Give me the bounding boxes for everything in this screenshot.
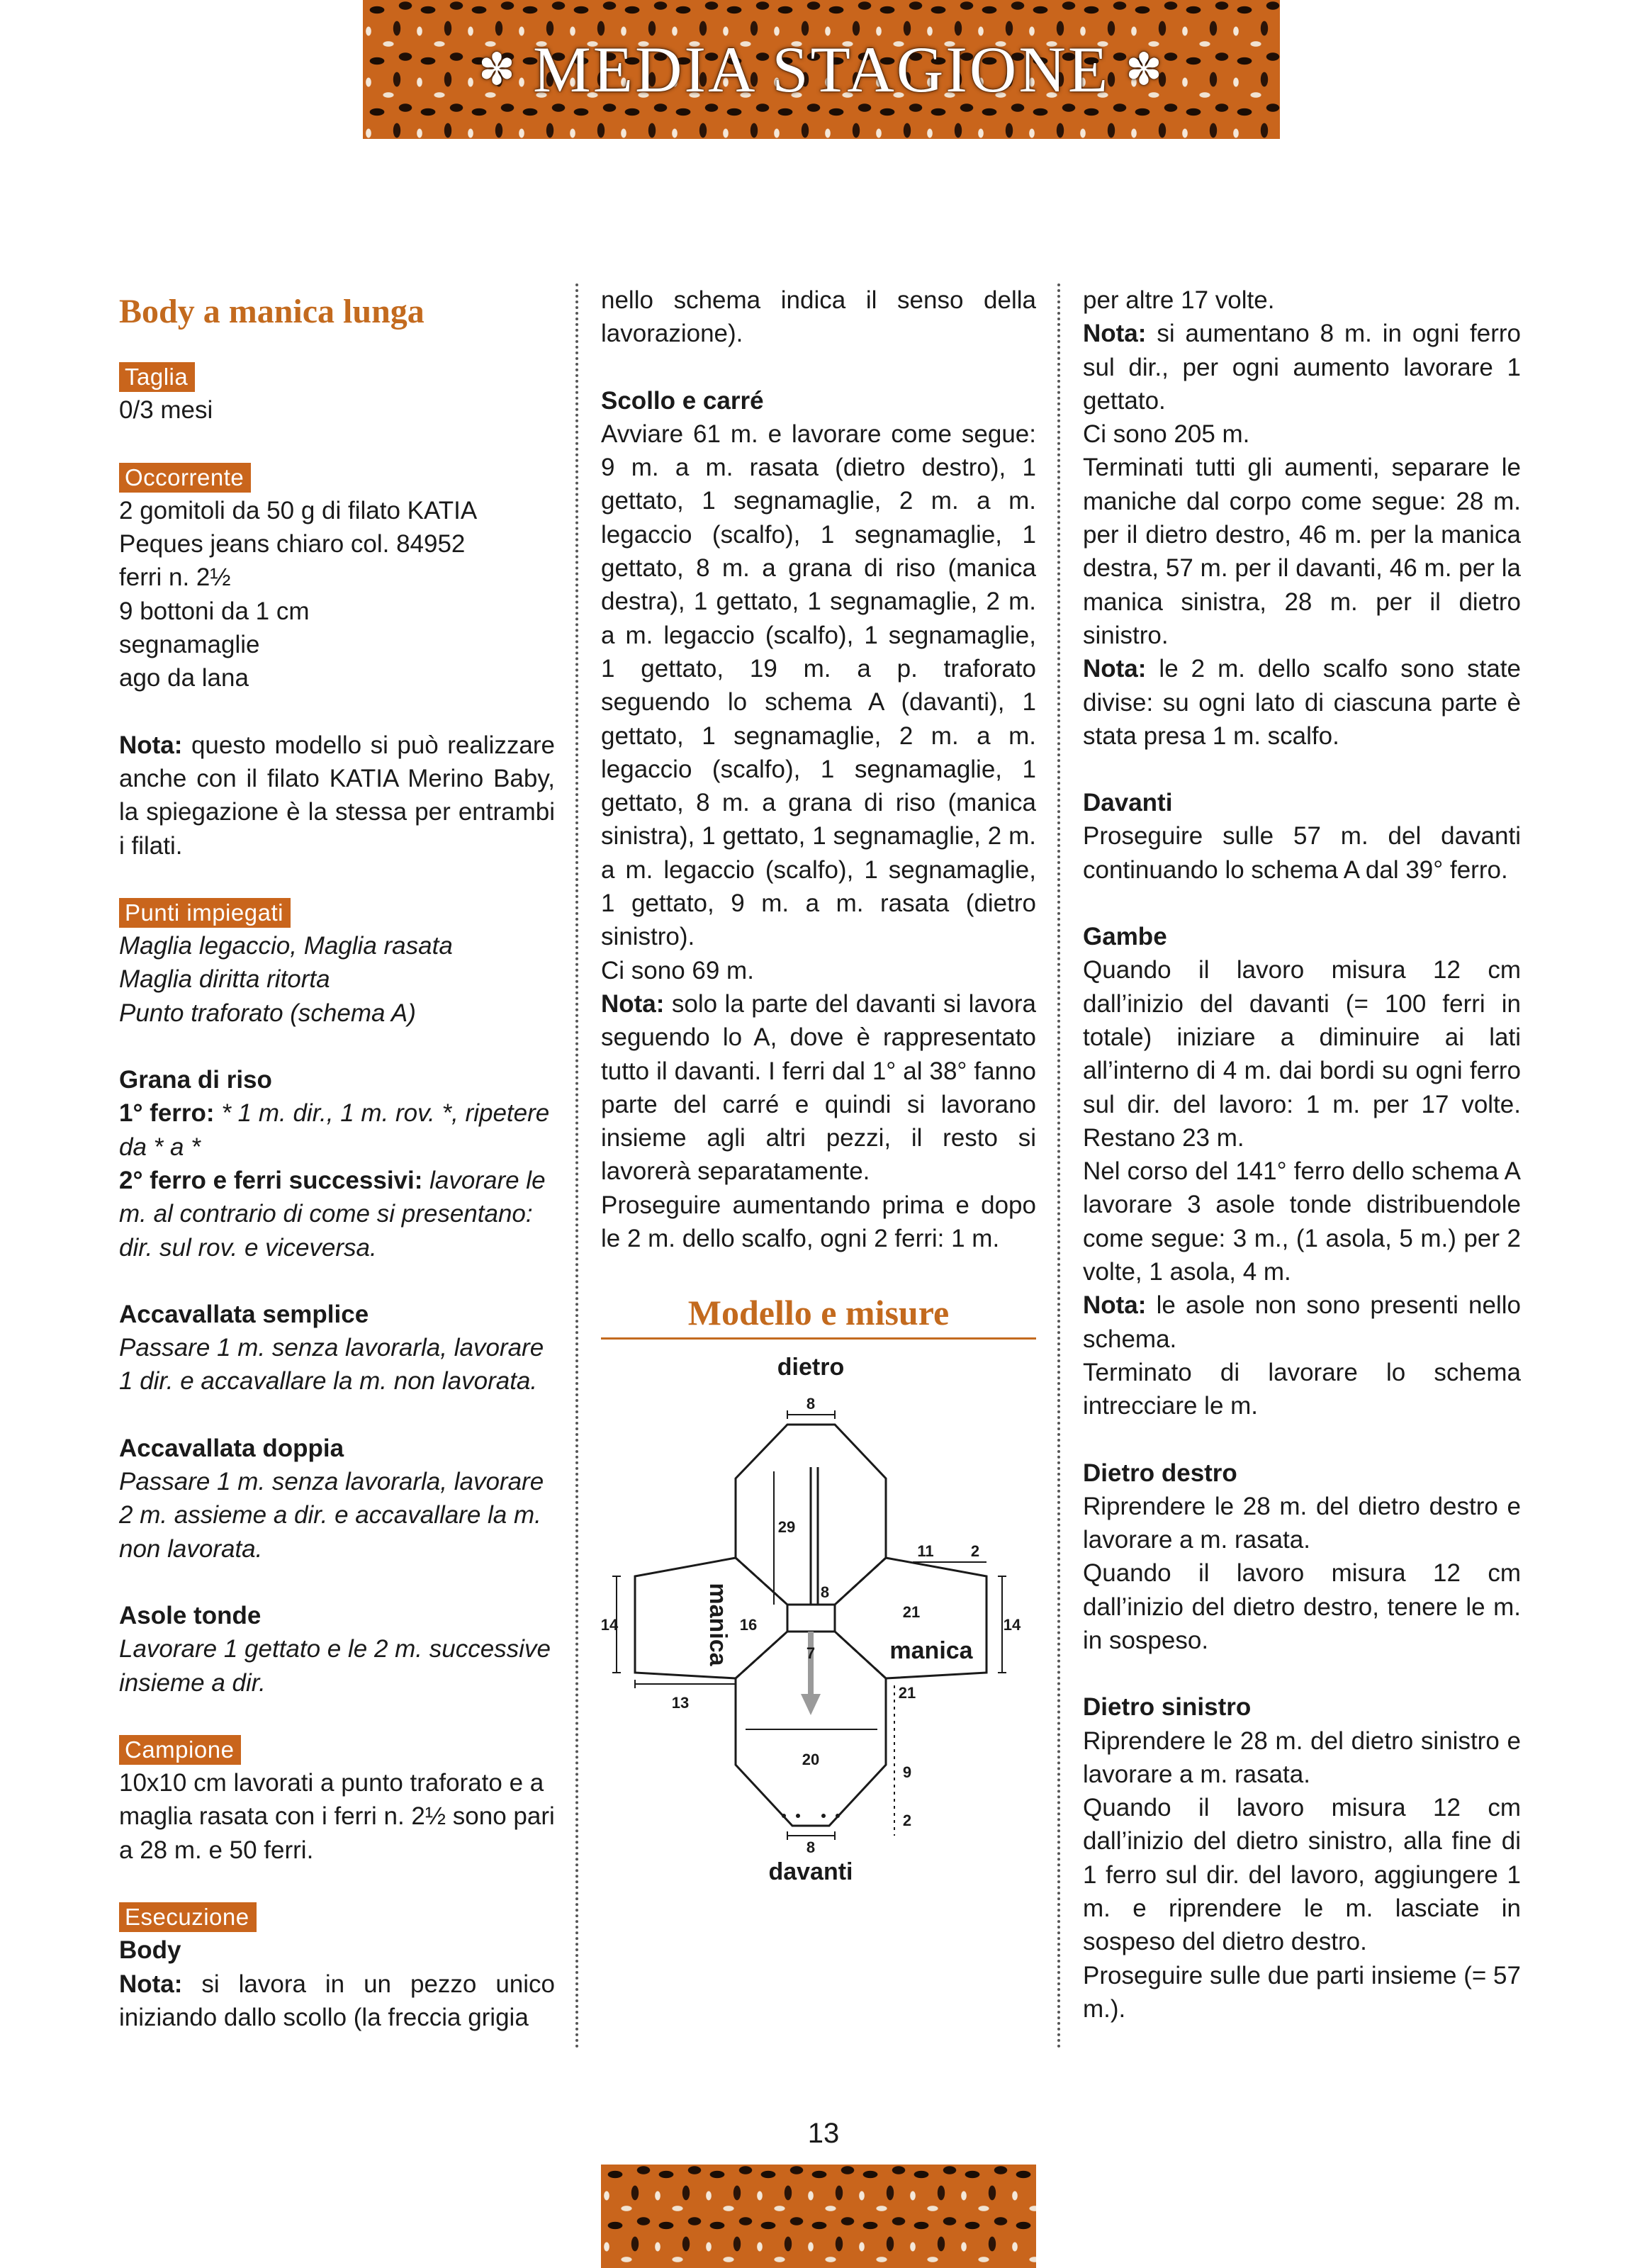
scollo-text: Avviare 61 m. e lavorare come segue: 9 m. a m. rasata (dietro destro), 1 gettato, 1 segnamaglie, 2 m. a m. legaccio (scalfo), 1 segnamaglie, 1 gettato, 8 m. a grana di riso (manica destra), 1 gettato, 1 segnamaglie, 2 m. a m. legaccio (scalfo), 1 segnamaglie, 1 gettato, 19 m. a p. traforato seguendo lo schema A (davanti), 1 gettato, 1 segnamaglie, 2 m. a m. legaccio (scalfo), 1 segnamaglie, 1 gettato, 8 m. a grana di riso (manica sinistra), 1 gettato, 1 segnamaglie, 2 m. a m. legaccio (scalfo), 1 segnamaglie, 1 gettato, 9 m. a m. rasata (dietro sinistro). bbox=[601, 420, 1036, 951]
measure-label: 8 bbox=[806, 1394, 816, 1413]
footer-band bbox=[601, 2165, 1036, 2268]
measure-label: 16 bbox=[739, 1615, 758, 1634]
measure-label: 21 bbox=[898, 1683, 916, 1702]
dietro-destro-title: Dietro destro bbox=[1083, 1459, 1237, 1487]
ci-sono-text: Ci sono 205 m. bbox=[1083, 420, 1250, 449]
proseguire-text: Proseguire aumentando prima e dopo le 2 m. dello scalfo, ogni 2 ferri: 1 m. bbox=[601, 1191, 1036, 1253]
dietro-sinistro-title: Dietro sinistro bbox=[1083, 1693, 1252, 1722]
nota-paragraph: Nota: si aumentano 8 m. in ogni ferro sul dir., per ogni aumento lavorare 1 gettato. bbox=[1083, 320, 1521, 415]
measure-label: 9 bbox=[902, 1763, 912, 1781]
nota-paragraph: Nota: le 2 m. dello scalfo sono state divise: su ogni lato di ciascuna parte è stata presa 1 m. scalfo. bbox=[1083, 655, 1521, 750]
ci-sono-text: Ci sono 69 m. bbox=[601, 956, 754, 984]
occorrente-line: ferri n. 2½ bbox=[119, 563, 231, 592]
placket-line bbox=[811, 1467, 818, 1605]
taglia-value: 0/3 mesi bbox=[119, 396, 213, 425]
grana-ferro-2: 2° ferro e ferri successivi: lavorare le m. al contrario di come si presentano: dir. sul rov. e viceversa. bbox=[119, 1166, 546, 1262]
campione-text: 10x10 cm lavorati a punto traforato e a maglia rasata con i ferri n. 2½ sono pari a 28 m. e 50 ferri. bbox=[119, 1769, 555, 1864]
punti-line: Maglia diritta ritorta bbox=[119, 965, 330, 994]
body-title: Body bbox=[119, 1936, 181, 1965]
column-divider bbox=[1057, 284, 1060, 2050]
asole-text: Nel corso del 141° ferro dello schema A lavorare 3 asole tonde distribuendole come segue: 3 m., (1 asola, 5 m.) per 2 volte, 1 asola, 4 m. bbox=[1083, 1157, 1521, 1286]
body-nota: Nota: si lavora in un pezzo unico iniziando dallo scollo (la freccia grigia bbox=[119, 1970, 555, 2031]
measure-label: 2 bbox=[902, 1811, 912, 1829]
davanti-text: Proseguire sulle 57 m. del davanti continuando lo schema A dal 39° ferro. bbox=[1083, 822, 1521, 884]
asole-text: Lavorare 1 gettato e le 2 m. successive insieme a dir. bbox=[119, 1635, 551, 1697]
separare-text: Terminati tutti gli aumenti, separare le maniche dal corpo come segue: 28 m. per il dietro destro, 46 m. per la manica destra, 57 m. per il davanti, 46 m. per la manica sinistra, 28 m. per il dietro sinistro. bbox=[1083, 454, 1521, 649]
occorrente-line: 2 gomitoli da 50 g di filato KATIA bbox=[119, 496, 478, 524]
occorrente-line: 9 bottoni da 1 cm bbox=[119, 597, 310, 625]
diagram-title: Modello e misure bbox=[601, 1296, 1036, 1339]
pattern-title: Body a manica lunga bbox=[119, 293, 425, 330]
measure-label: 29 bbox=[777, 1517, 796, 1536]
davanti-title: Davanti bbox=[1083, 789, 1173, 817]
section-title-text: MEDIA STAGIONE bbox=[532, 33, 1111, 106]
measure-label: 14 bbox=[601, 1615, 619, 1634]
button-dot bbox=[782, 1814, 786, 1818]
accavallata-semplice-title: Accavallata semplice bbox=[119, 1300, 369, 1328]
scollo-title: Scollo e carré bbox=[601, 386, 764, 415]
button-dot bbox=[836, 1814, 840, 1818]
measure-label: 14 bbox=[1003, 1615, 1021, 1634]
grana-ferro-1: 1° ferro: * 1 m. dir., 1 m. rov. *, ripetere da * a * bbox=[119, 1099, 550, 1161]
label-davanti: davanti bbox=[768, 1858, 853, 1885]
dietro-sinistro-text: Quando il lavoro misura 12 cm dall’inizio del dietro sinistro, alla fine di 1 ferro sul dir. del lavoro, aggiungere 1 m. e riprendere le m. lasciate in sospeso del dietro destro. bbox=[1083, 1794, 1521, 1956]
grana-title: Grana di riso bbox=[119, 1066, 272, 1094]
measure-label: 8 bbox=[820, 1583, 830, 1601]
measure-label: 7 bbox=[806, 1644, 816, 1662]
section-tag-punti: Punti impiegati bbox=[119, 898, 291, 928]
column-3 bbox=[1083, 284, 1521, 2026]
accavallata-semplice-text: Passare 1 m. senza lavorarla, lavorare 1 dir. e accavallare la m. non lavorata. bbox=[119, 1334, 544, 1396]
terminato-text: Terminato di lavorare lo schema intrecciare le m. bbox=[1083, 1358, 1521, 1420]
measure-label: 21 bbox=[902, 1602, 921, 1621]
nota-paragraph: Nota: le asole non sono presenti nello schema. bbox=[1083, 1291, 1521, 1353]
measure-label: 8 bbox=[806, 1838, 816, 1856]
section-tag-esecuzione: Esecuzione bbox=[119, 1902, 257, 1932]
punti-line: Maglia legaccio, Maglia rasata bbox=[119, 932, 453, 960]
button-dot bbox=[821, 1814, 826, 1818]
section-tag-occorrente: Occorrente bbox=[119, 463, 251, 493]
neck-rectangle bbox=[787, 1605, 835, 1632]
measure-lines bbox=[612, 1410, 1006, 1840]
label-dietro: dietro bbox=[777, 1353, 845, 1381]
gambe-title: Gambe bbox=[1083, 923, 1167, 951]
label-manica-right: manica bbox=[889, 1637, 973, 1664]
dietro-destro-text: Quando il lavoro misura 12 cm dall’inizio del dietro destro, tenere le m. in sospeso. bbox=[1083, 1559, 1521, 1654]
column-2 bbox=[601, 284, 1036, 1942]
header-banner bbox=[363, 0, 1280, 139]
gambe-text: Quando il lavoro misura 12 cm dall’inizio del davanti (= 100 ferri in totale) iniziare a diminuire ai lati all’interno di 4 m. dai bordi su ogni ferro sul dir. del lavoro: 1 m. per 17 volte. Restano 23 m. bbox=[1083, 956, 1521, 1152]
button-dot bbox=[796, 1814, 800, 1818]
measure-label: 20 bbox=[802, 1750, 820, 1768]
column-1 bbox=[119, 284, 555, 2034]
asole-title: Asole tonde bbox=[119, 1601, 262, 1629]
flower-icon: ✽ bbox=[1125, 46, 1164, 94]
flower-icon: ✽ bbox=[478, 46, 517, 94]
punti-line: Punto traforato (schema A) bbox=[119, 999, 416, 1027]
dietro-destro-text: Riprendere le 28 m. del dietro destro e lavorare a m. rasata. bbox=[1083, 1492, 1521, 1554]
measure-label: 13 bbox=[671, 1693, 690, 1712]
intro-text: nello schema indica il senso della lavorazione). bbox=[601, 286, 1036, 348]
schematic-diagram bbox=[601, 1347, 1036, 1942]
column-divider bbox=[575, 284, 578, 2050]
dietro-sinistro-text: Proseguire sulle due parti insieme (= 57 m.). bbox=[1083, 1961, 1521, 2023]
measure-label: 2 bbox=[970, 1542, 980, 1560]
occorrente-line: Peques jeans chiaro col. 84952 bbox=[119, 530, 466, 558]
intro-text: per altre 17 volte. bbox=[1083, 286, 1275, 314]
section-title bbox=[478, 32, 1164, 107]
section-tag-campione: Campione bbox=[119, 1735, 241, 1765]
section-tag-taglia: Taglia bbox=[119, 362, 195, 392]
label-manica-left: manica bbox=[704, 1583, 731, 1666]
occorrente-line: segnamaglie bbox=[119, 631, 260, 659]
accavallata-doppia-text: Passare 1 m. senza lavorarla, lavorare 2 m. assieme a dir. e accavallare la m. non lavorata. bbox=[119, 1468, 544, 1563]
accavallata-doppia-title: Accavallata doppia bbox=[119, 1434, 344, 1462]
page-number: 13 bbox=[807, 2118, 840, 2149]
occorrente-line: ago da lana bbox=[119, 664, 249, 692]
measure-label: 11 bbox=[917, 1542, 934, 1560]
nota-paragraph: Nota: questo modello si può realizzare anche con il filato KATIA Merino Baby, la spiegazione è la stessa per entrambi i filati. bbox=[119, 731, 555, 860]
nota-paragraph: Nota: solo la parte del davanti si lavora seguendo lo A, dove è rappresentato tutto il davanti. I ferri dal 1° al 38° fanno parte del carré e quindi si lavorano insieme agli altri pezzi, il resto si lavorerà separatamente. bbox=[601, 989, 1036, 1186]
dietro-sinistro-text: Riprendere le 28 m. del dietro sinistro e lavorare a m. rasata. bbox=[1083, 1727, 1521, 1788]
